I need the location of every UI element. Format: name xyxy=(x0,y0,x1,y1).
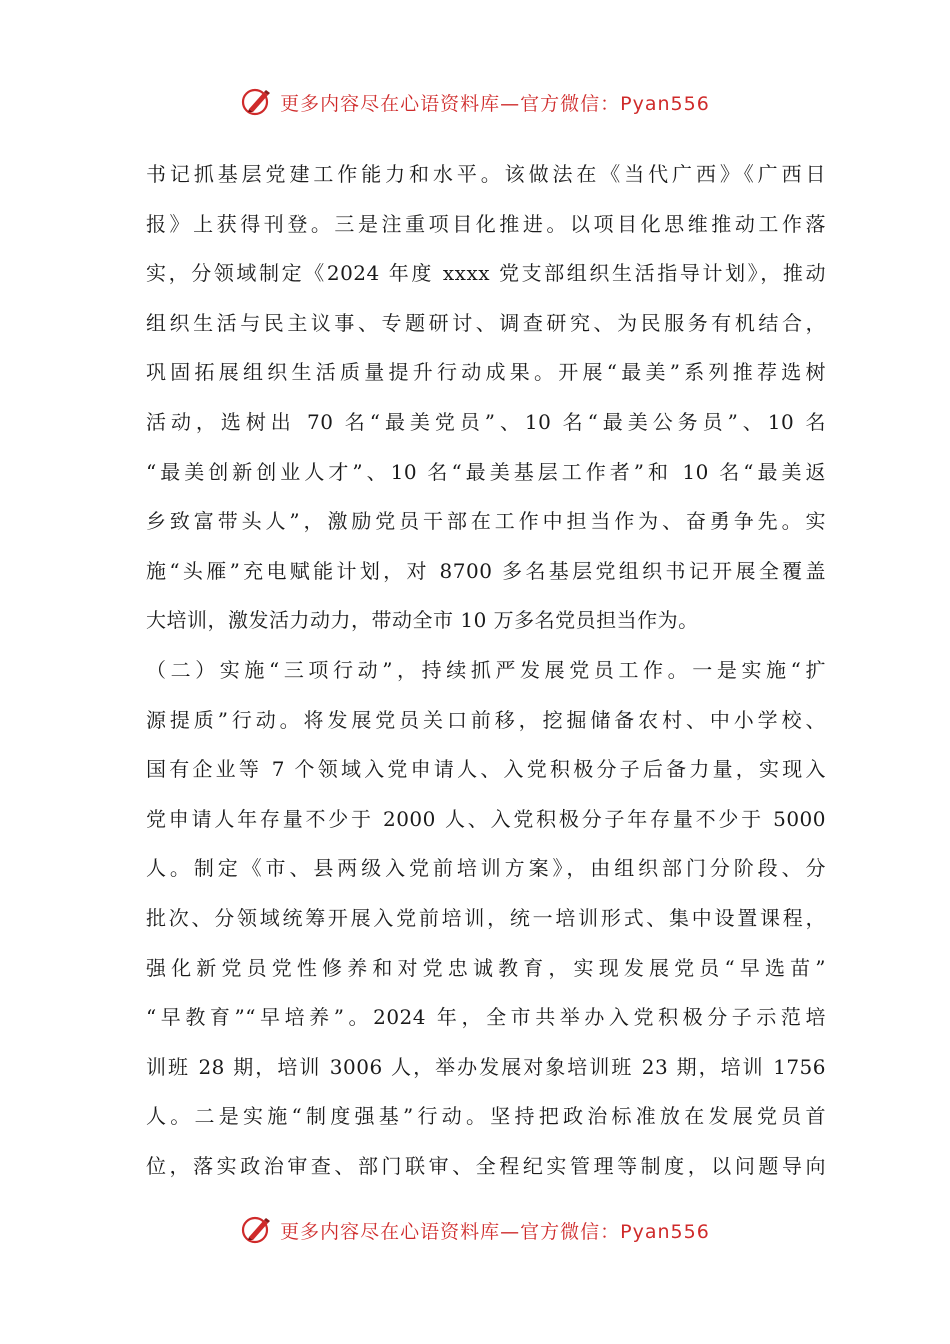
text-line: 人。制定《市、县两级入党前培训方案》，由组织部门分阶段、分 xyxy=(146,856,826,881)
header-banner xyxy=(0,82,950,122)
text-line: 组织生活与民主议事、专题研讨、调查研究、为民服务有机结合， xyxy=(146,310,826,335)
text-line: 强化新党员党性修养和对党忠诚教育，实现发展党员“早选苗” xyxy=(146,955,826,980)
pen-logo-icon xyxy=(240,1213,274,1247)
text-line: 巩固拓展组织生活质量提升行动成果。开展“最美”系列推荐选树 xyxy=(146,360,826,385)
pen-logo-icon xyxy=(240,85,274,119)
text-line: 书记抓基层党建工作能力和水平。该做法在《当代广西》《广西日 xyxy=(146,162,826,186)
header-banner-text: 更多内容尽在心语资料库—官方微信：Pyan556 xyxy=(280,92,710,115)
text-line: 施“头雁”充电赋能计划，对 8700 多名基层党组织书记开展全覆盖 xyxy=(146,558,826,583)
text-line: 报》上获得刊登。三是注重项目化推进。以项目化思维推动工作落 xyxy=(146,211,826,236)
text-line: 训班 28 期，培训 3006 人，举办发展对象培训班 23 期，培训 1756 xyxy=(146,1054,826,1079)
text-line: 党申请人年存量不少于 2000 人、入党积极分子年存量不少于 5000 xyxy=(146,806,826,831)
text-line: 人。二是实施“制度强基”行动。坚持把政治标准放在发展党员首 xyxy=(146,1104,826,1129)
text-line: 大培训，激发活力动力，带动全市 10 万多名党员担当作为。 xyxy=(146,608,699,633)
text-line: “早教育”“早培养”。2024 年，全市共举办入党积极分子示范培 xyxy=(146,1005,826,1030)
text-line: 国有企业等 7 个领域入党申请人、入党积极分子后备力量，实现入 xyxy=(146,757,826,782)
text-line: “最美创新创业人才”、10 名“最美基层工作者”和 10 名“最美返 xyxy=(146,459,826,484)
footer-banner xyxy=(0,1210,950,1250)
document-body xyxy=(146,150,826,1191)
text-line: 实，分领域制定《2024 年度 xxxx 党支部组织生活指导计划》，推动 xyxy=(146,261,826,286)
text-line: 源提质”行动。将发展党员关口前移，挖掘储备农村、中小学校、 xyxy=(146,707,826,732)
text-line: 批次、分领域统筹开展入党前培训，统一培训形式、集中设置课程， xyxy=(146,905,826,930)
text-line: 活动，选树出 70 名“最美党员”、10 名“最美公务员”、10 名 xyxy=(146,409,826,434)
text-line: （二）实施“三项行动”，持续抓严发展党员工作。一是实施“扩 xyxy=(146,657,826,682)
text-line: 乡致富带头人”，激励党员干部在工作中担当作为、奋勇争先。实 xyxy=(146,509,826,534)
text-line: 位，落实政治审查、部门联审、全程纪实管理等制度，以问题导向 xyxy=(146,1153,826,1178)
footer-banner-text: 更多内容尽在心语资料库—官方微信：Pyan556 xyxy=(280,1220,710,1243)
